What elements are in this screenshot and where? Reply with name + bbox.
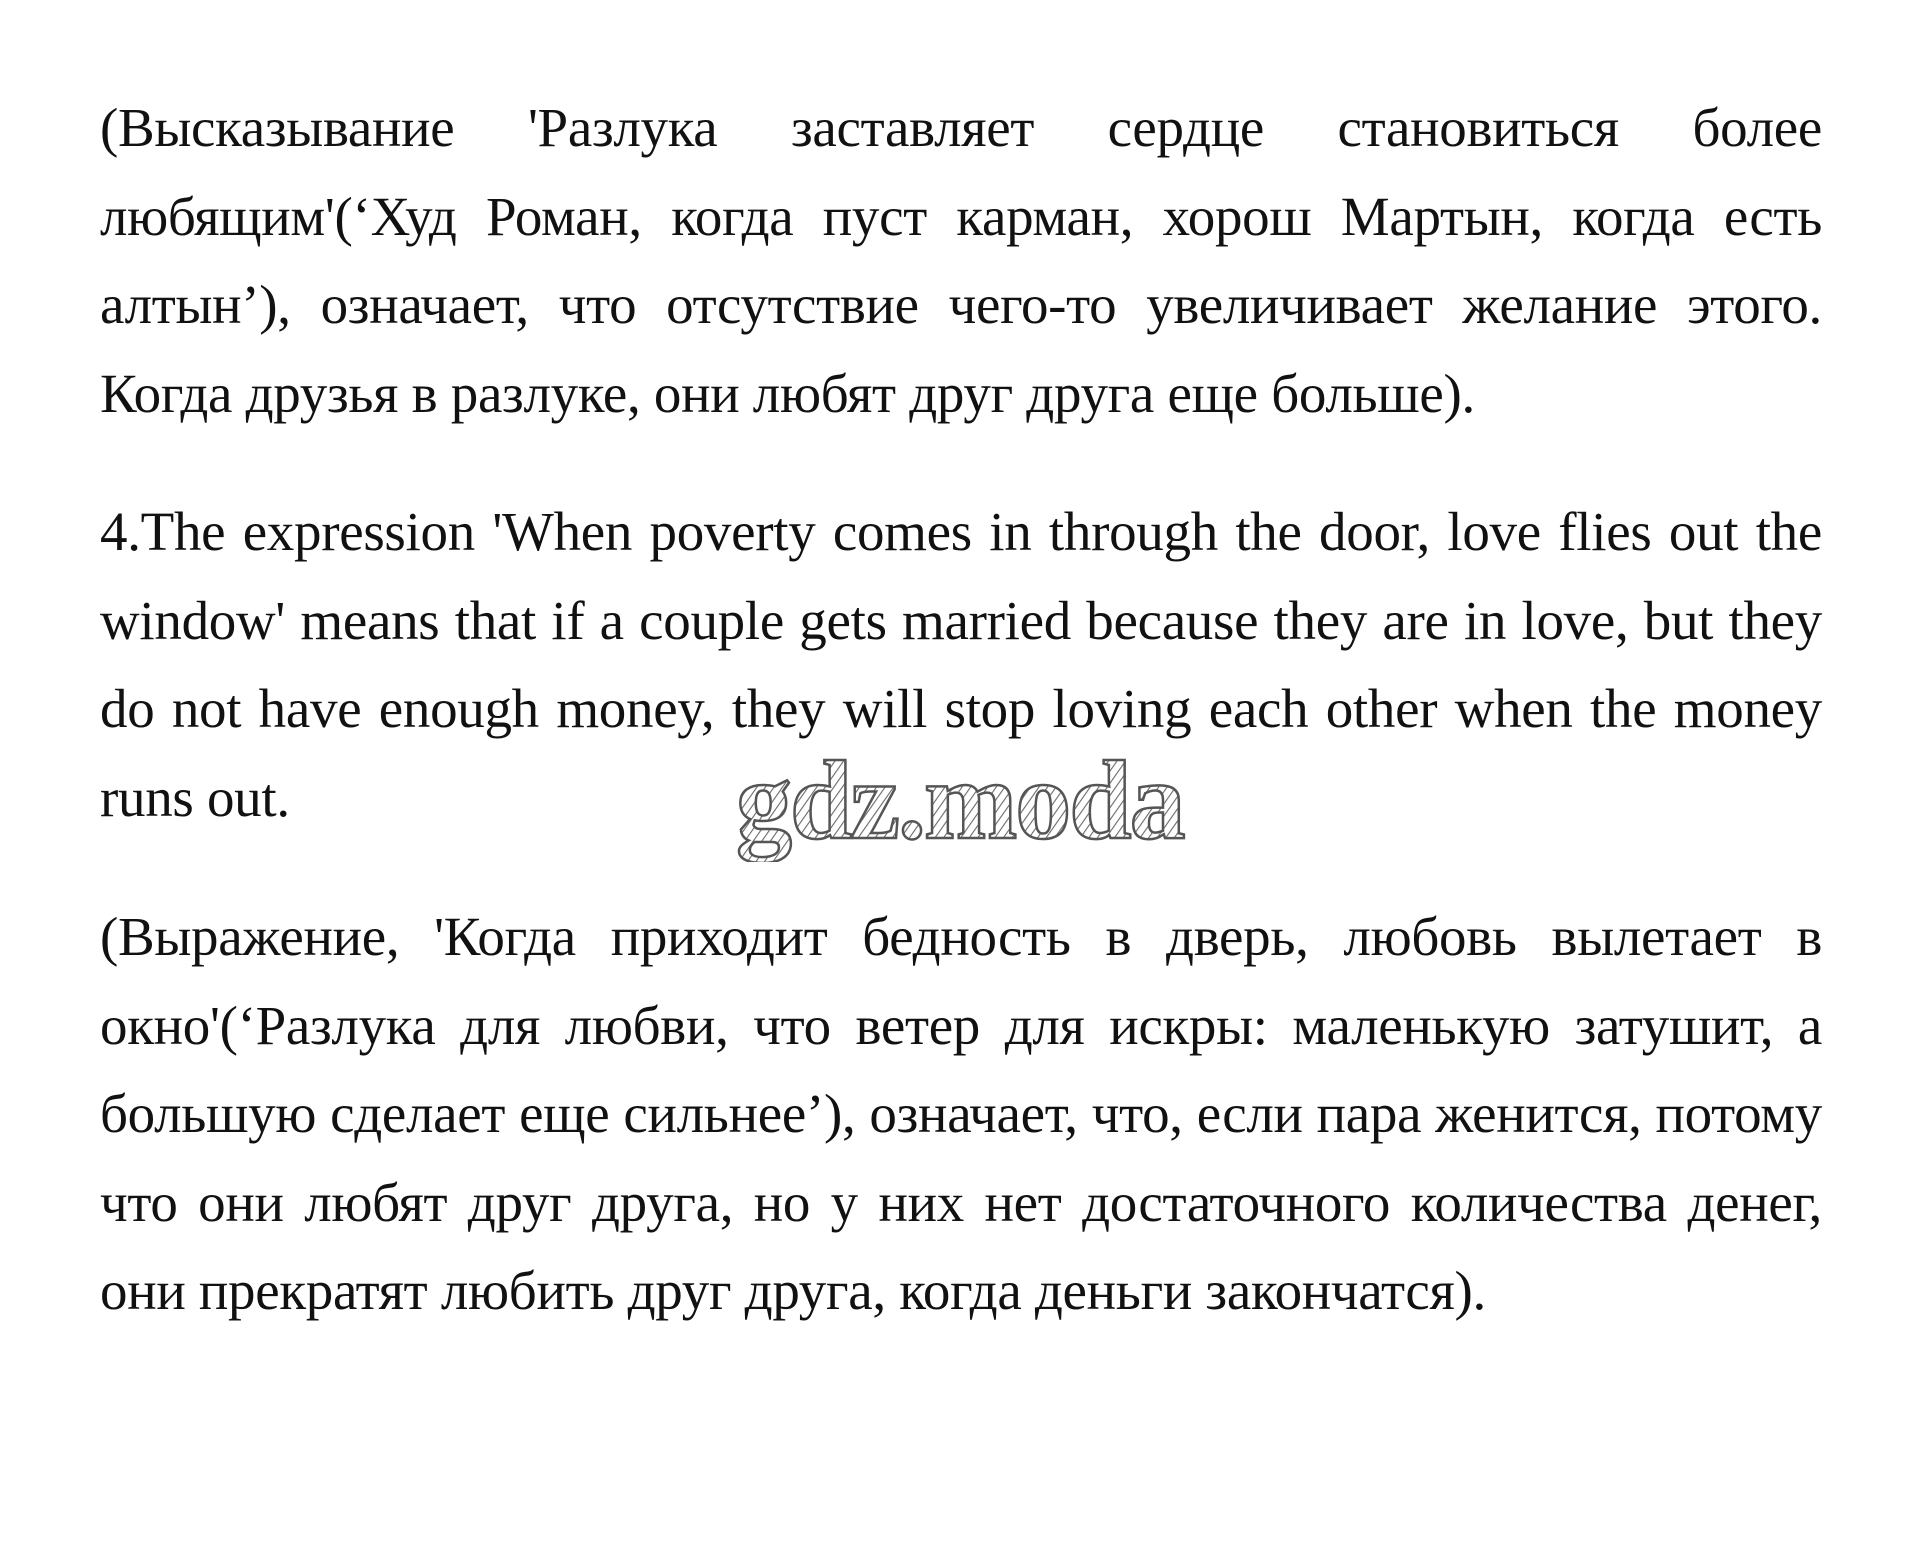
watermark-text: gdz.moda <box>736 742 1184 862</box>
paragraph-english-answer-4: 4.The expression 'When poverty comes in through the door, love flies out the window' means that if a couple gets married because they are in love, but they do not have enough money, they will stop loving each other when the money runs out. <box>100 501 1822 828</box>
paragraph-russian-translation-1: (Высказывание 'Разлука заставляет сердце становиться более любящим'(‘Худ Роман, когда пуст карман, хорош Мартын, когда есть алтын’), означает, что отсутствие чего-то увеличивает желание этого. Когда друзья в разлуке, они любят друг друга еще больше). <box>100 97 1822 424</box>
paragraph-russian-translation-4: (Выражение, 'Когда приходит бедность в дверь, любовь вылетает в окно'(‘Разлука для любви, что ветер для искры: маленькую затушит, а большую сделает еще сильнее’), означает, что, если пара женится, потому что они любят друг друга, но у них нет достаточного количества денег, они прекратят любить друг друга, когда деньги закончатся). <box>100 906 1822 1321</box>
watermark-logo <box>728 742 1288 862</box>
